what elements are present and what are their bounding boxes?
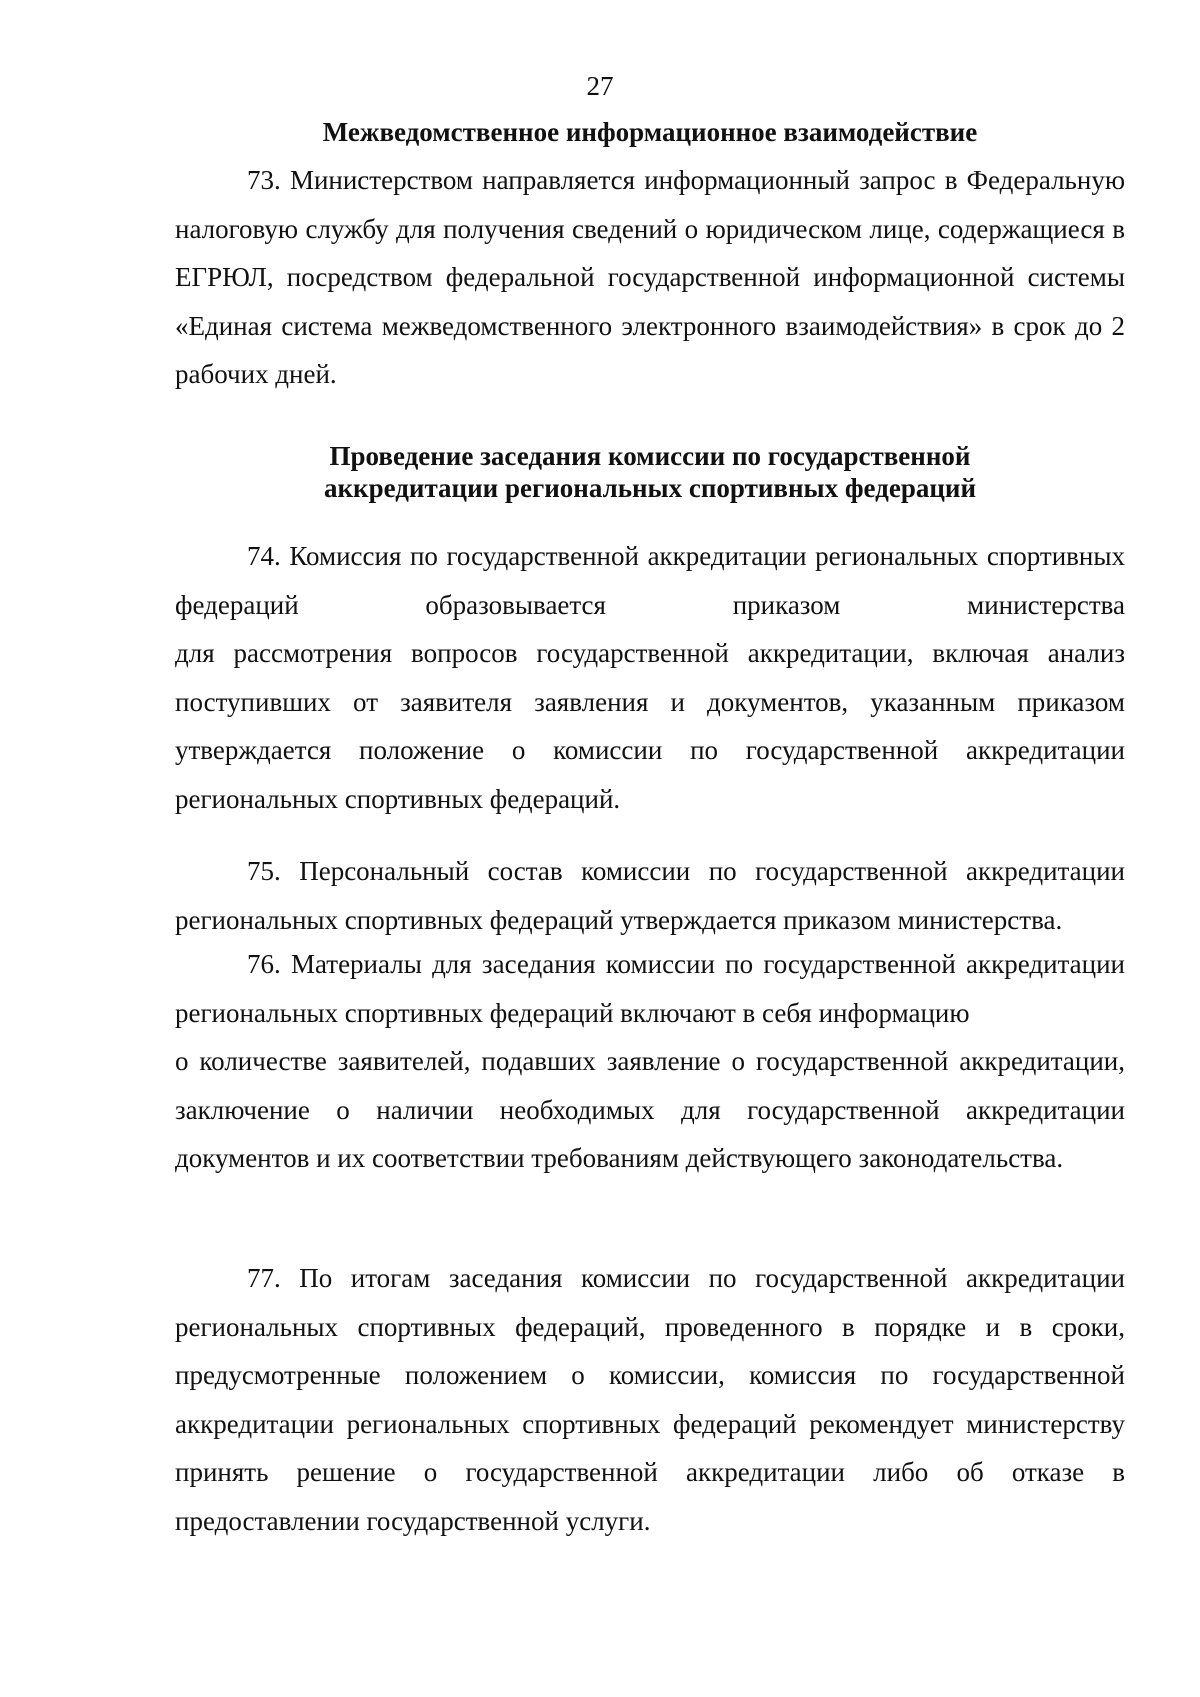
paragraph-76-part1: 76. Материалы для заседания комиссии по государственной аккредитации региональных спортивных федераций включают в себя информацию <box>175 949 1125 1028</box>
paragraph-73: 73. Министерством направляется информационный запрос в Федеральную налоговую службу для получения сведений о юридическом лице, содержащиеся в ЕГРЮЛ, посредством федеральной государственной информационной системы «Единая система межведомственного электронного взаимодействия» в срок до 2 рабочих дней. <box>175 165 1125 390</box>
section-heading-commission-line2: аккредитации региональных спортивных федераций <box>323 473 977 503</box>
paragraph-74-part1: 74. Комиссия по государственной аккредитации региональных спортивных федераций образовывается приказом министерства <box>175 541 1125 620</box>
paragraph-76-part2: о количестве заявителей, подавших заявление о государственной аккредитации, заключение о наличии необходимых для государственной аккредитации документов и их соответствии требованиям действующего законодательства. <box>175 1046 1125 1174</box>
paragraph-75: 75. Персональный состав комиссии по государственной аккредитации региональных спортивных федераций утверждается приказом министерства. <box>175 856 1125 935</box>
paragraph-74-part2: для рассмотрения вопросов государственной аккредитации, включая анализ поступивших от заявителя заявления и документов, указанным приказом утверждается положение о комиссии по государственной аккредитации региональных спортивных федераций. <box>175 638 1125 814</box>
page-number: 27 <box>586 71 614 101</box>
paragraph-76 <box>175 940 1125 1183</box>
paragraph-74 <box>175 532 1125 824</box>
paragraph-77: 77. По итогам заседания комиссии по государственной аккредитации региональных спортивных федераций, проведенного в порядке и в сроки, предусмотренные положением о комиссии, комиссия по государственной аккредитации региональных спортивных федераций рекомендует министерству принять решение о государственной аккредитации либо об отказе в предоставлении государственной услуги. <box>175 1263 1125 1536</box>
section-heading-commission <box>175 440 1125 504</box>
section-heading-commission-line1: Проведение заседания комиссии по государственной <box>329 441 971 471</box>
section-heading-interagency: Межведомственное информационное взаимодействие <box>322 117 978 147</box>
